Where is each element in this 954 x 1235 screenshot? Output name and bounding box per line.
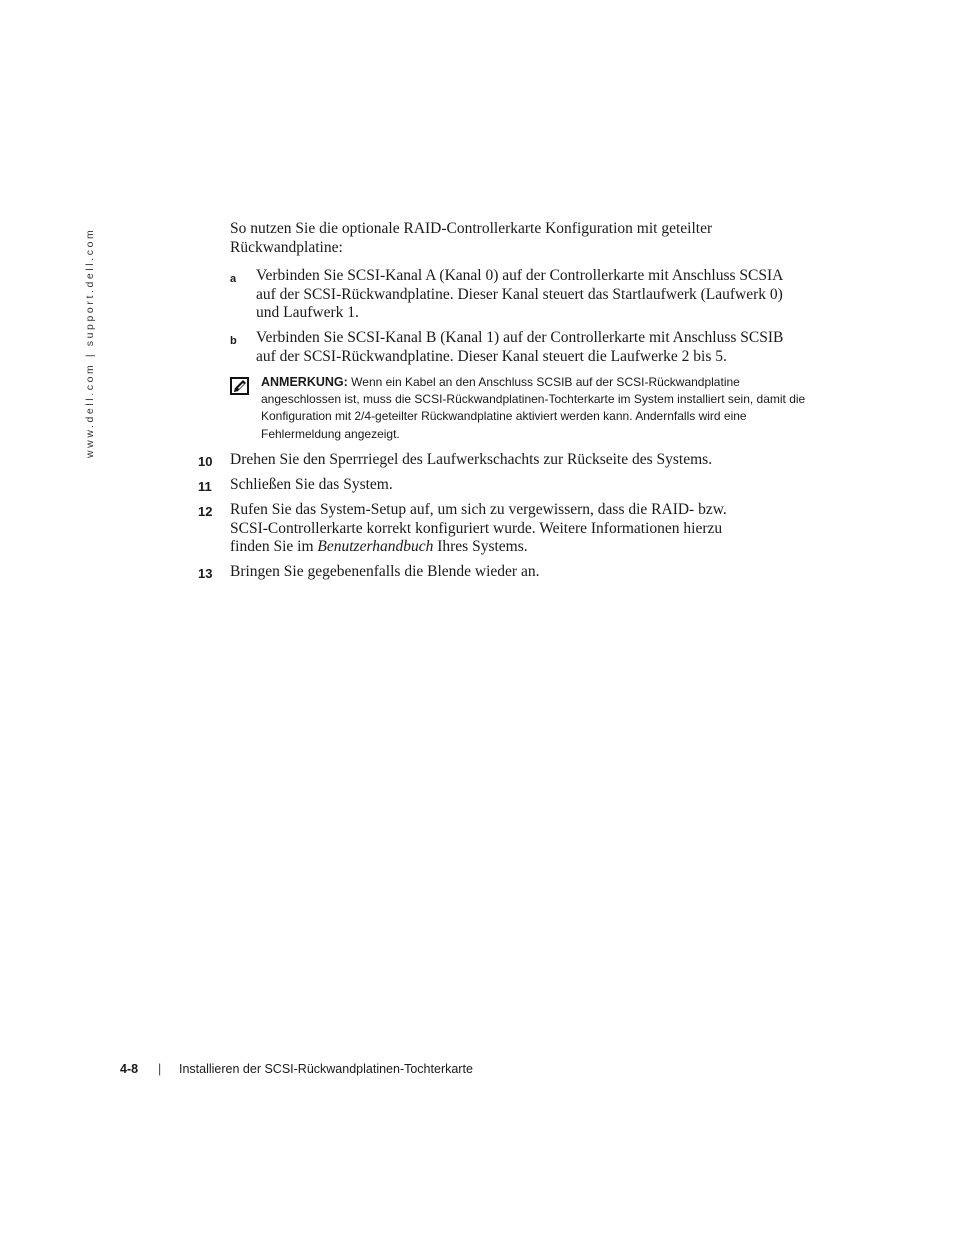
note-text	[261, 374, 820, 443]
substep-b	[230, 329, 800, 366]
step-text-before: Rufen Sie das System-Setup auf, um sich zu vergewissern, dass die RAID- bzw. SCSI-Controllerkarte korrekt konfiguriert wurde. Weitere Informationen hierzu finden Sie im	[230, 501, 727, 556]
step-11	[198, 476, 788, 495]
step-number: 12	[198, 504, 213, 519]
step-13	[198, 563, 788, 582]
step-number: 10	[198, 454, 213, 469]
substep-a	[230, 267, 800, 323]
step-10	[198, 451, 788, 470]
step-number: 11	[198, 479, 212, 494]
footer-separator: |	[158, 1062, 162, 1076]
chapter-title: Installieren der SCSI-Rückwandplatinen-Tochterkarte	[179, 1062, 473, 1076]
step-12	[198, 501, 788, 557]
note-pencil-icon	[230, 376, 250, 396]
step-text-italic: Benutzerhandbuch	[317, 538, 434, 556]
sidebar-url: www.dell.com | support.dell.com	[84, 227, 96, 458]
step-text	[230, 501, 765, 557]
step-text-after: Ihres Systems.	[433, 538, 528, 556]
note-label: ANMERKUNG:	[261, 375, 348, 389]
step-text: Bringen Sie gegebenenfalls die Blende wieder an.	[230, 563, 540, 580]
step-text: Drehen Sie den Sperrriegel des Laufwerkschachts zur Rückseite des Systems.	[230, 451, 713, 468]
substep-text: Verbinden Sie SCSI-Kanal B (Kanal 1) auf der Controllerkarte mit Anschluss SCSIB auf der SCSI-Rückwandplatine. Dieser Kanal steuert die Laufwerke 2 bis 5.	[256, 329, 784, 365]
step-number: 13	[198, 566, 213, 581]
substep-marker: a	[230, 273, 237, 285]
intro-paragraph: So nutzen Sie die optionale RAID-Controllerkarte Konfiguration mit geteilter Rückwandplatine:	[230, 220, 713, 256]
substep-marker: b	[230, 335, 237, 347]
substep-text: Verbinden Sie SCSI-Kanal A (Kanal 0) auf der Controllerkarte mit Anschluss SCSIA auf der SCSI-Rückwandplatine. Dieser Kanal steuert das Startlaufwerk (Laufwerk 0) und Laufwerk 1.	[256, 267, 783, 322]
note-box	[230, 374, 820, 443]
step-text: Schließen Sie das System.	[230, 476, 393, 493]
note-body: Wenn ein Kabel an den Anschluss SCSIB auf der SCSI-Rückwandplatine angeschlossen ist, muss die SCSI-Rückwandplatinen-Tochterkarte im System installiert sein, damit die Konfiguration mit 2/4-geteilter Rückwandplatine aktiviert werden kann. Andernfalls wird eine Fehlermeldung angezeigt.	[261, 375, 806, 441]
page-number: 4-8	[120, 1062, 139, 1076]
